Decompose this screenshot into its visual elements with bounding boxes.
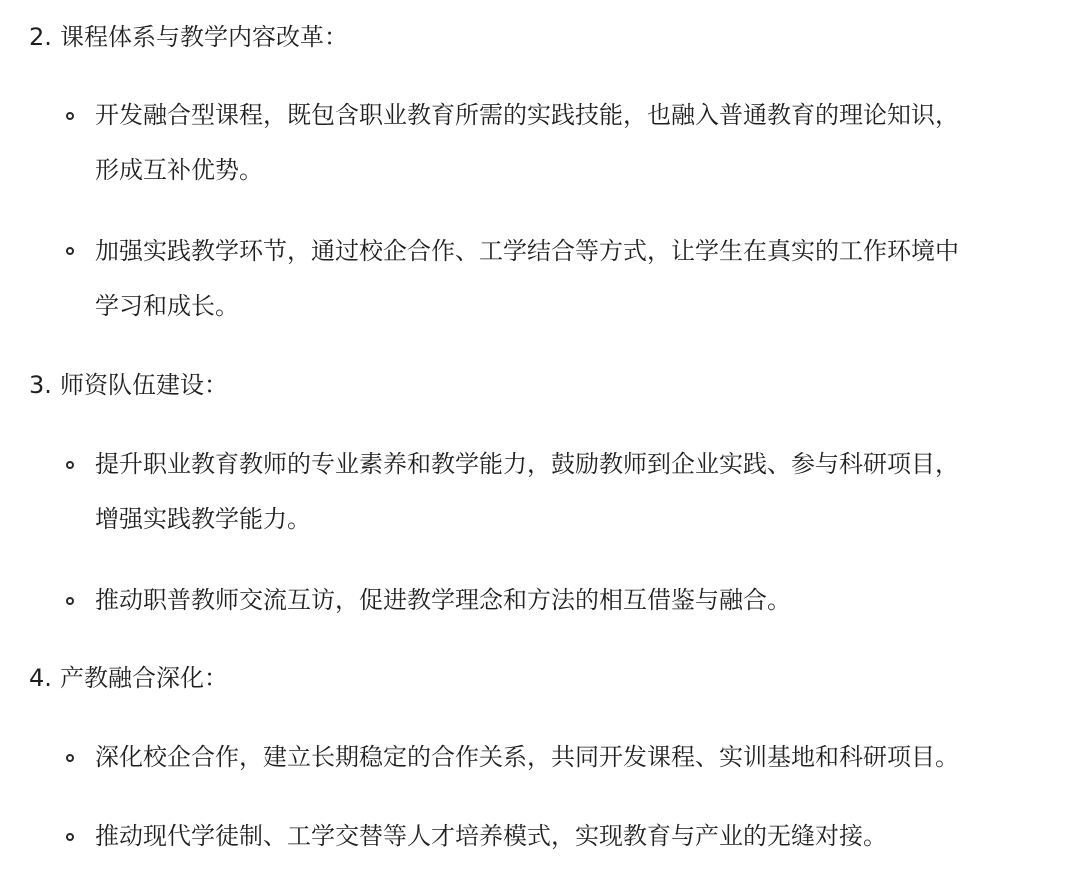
list-item-line: 推动现代学徒制、工学交替等人才培养模式，实现教育与产业的无缝对接。 [95,822,887,850]
hollow-bullet-icon [66,112,74,120]
list-item-line: 提升职业教育教师的专业素养和教学能力，鼓励教师到企业实践、参与科研项目， [95,450,959,478]
list-item-line: 推动职普教师交流互访，促进教学理念和方法的相互借鉴与融合。 [95,586,791,614]
hollow-bullet-icon [66,247,74,255]
list-item-line: 深化校企合作，建立长期稳定的合作关系，共同开发课程、实训基地和科研项目。 [95,743,959,771]
list-item-line: 开发融合型课程，既包含职业教育所需的实践技能，也融入普通教育的理论知识， [95,101,959,129]
hollow-bullet-icon [66,833,74,841]
hollow-bullet-icon [66,461,74,469]
section-heading: 课程体系与教学内容改革： [60,23,348,51]
section-heading: 师资队伍建设： [60,371,228,399]
section-heading: 产教融合深化： [60,664,228,692]
list-item-line: 加强实践教学环节，通过校企合作、工学结合等方式，让学生在真实的工作环境中 [95,237,959,265]
hollow-bullet-icon [66,754,74,762]
list-item-line: 增强实践教学能力。 [95,505,311,533]
list-item-line: 形成互补优势。 [95,156,263,184]
section-number: 4. [29,664,52,692]
list-item-line: 学习和成长。 [95,292,239,320]
section-number: 3. [29,371,52,399]
hollow-bullet-icon [66,597,74,605]
section-number: 2. [29,23,52,51]
